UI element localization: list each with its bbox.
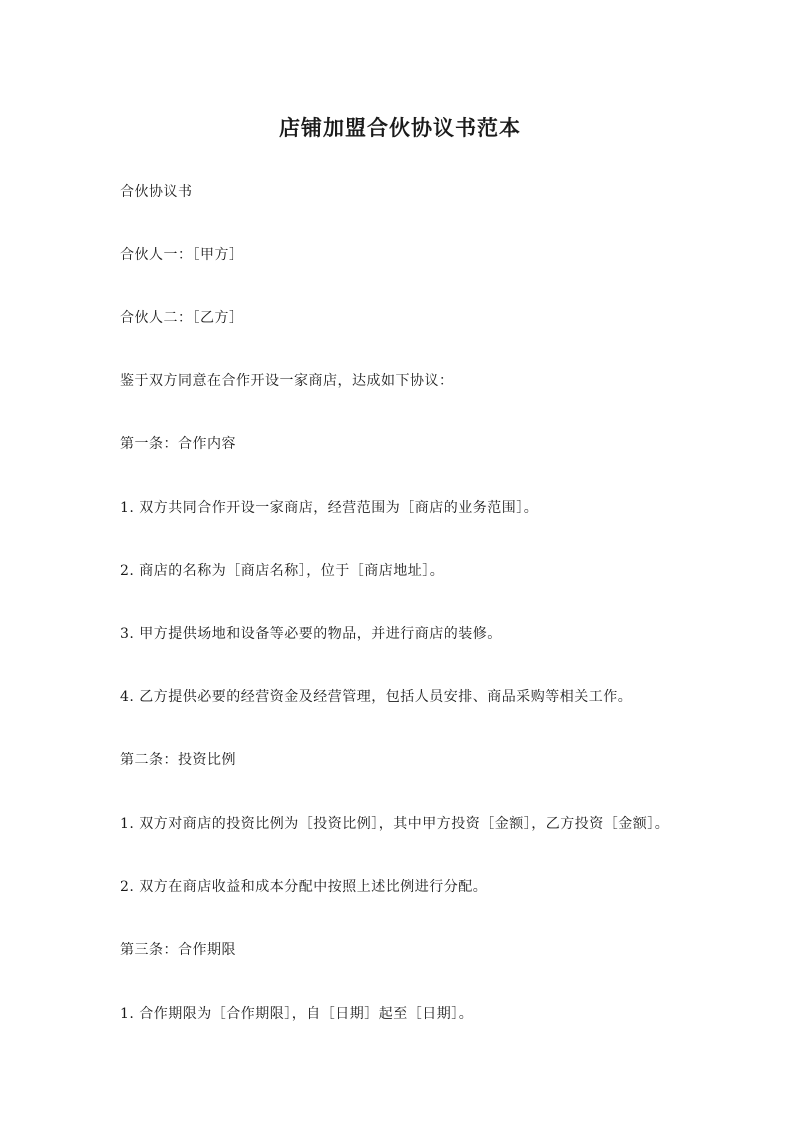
clause-line: 1. 双方共同合作开设一家商店，经营范围为［商店的业务范围］。 bbox=[120, 500, 539, 516]
article-heading: 第三条：合作期限 bbox=[120, 942, 236, 958]
clause-line: 4. 乙方提供必要的经营资金及经营管理，包括人员安排、商品采购等相关工作。 bbox=[120, 689, 633, 705]
clause-line: 1. 合作期限为［合作期限］，自［日期］起至［日期］。 bbox=[120, 1006, 474, 1022]
article-heading: 第一条：合作内容 bbox=[120, 436, 236, 452]
preamble-line: 鉴于双方同意在合作开设一家商店，达成如下协议： bbox=[120, 373, 454, 389]
clause-line: 2. 双方在商店收益和成本分配中按照上述比例进行分配。 bbox=[120, 879, 488, 895]
article-heading: 第二条：投资比例 bbox=[120, 752, 236, 768]
partner-one-line: 合伙人一：［甲方］ bbox=[120, 247, 244, 263]
clause-line: 3. 甲方提供场地和设备等必要的物品，并进行商店的装修。 bbox=[120, 626, 502, 642]
document-title: 店铺加盟合伙协议书范本 bbox=[279, 115, 521, 140]
partner-two-line: 合伙人二：［乙方］ bbox=[120, 310, 244, 326]
clause-line: 1. 双方对商店的投资比例为［投资比例］，其中甲方投资［金额］，乙方投资［金额］。 bbox=[120, 816, 670, 832]
clause-line: 2. 商店的名称为［商店名称］，位于［商店地址］。 bbox=[120, 563, 445, 579]
doc-heading: 合伙协议书 bbox=[120, 184, 193, 200]
